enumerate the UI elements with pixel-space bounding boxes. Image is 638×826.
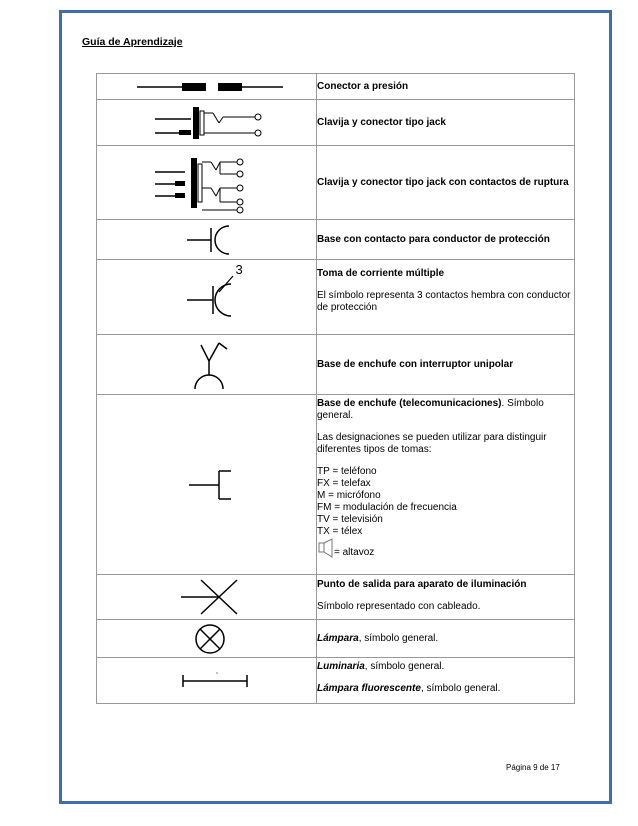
- code-list: [317, 466, 574, 538]
- multiple-socket-symbol: [107, 262, 307, 332]
- jack-break-contacts-symbol: [107, 148, 307, 218]
- document-header: Guía de Aprendizaje: [82, 36, 183, 48]
- page-number: Página 9 de 17: [506, 763, 560, 772]
- multiple-socket-graphic: [107, 262, 307, 332]
- row-title: Clavija y conector tipo jack con contactos de ruptura: [317, 176, 569, 188]
- description-cell: [317, 74, 575, 100]
- symbol-label: 3: [235, 262, 243, 277]
- row-title-line: [317, 661, 574, 673]
- row-title: Base de enchufe con interruptor unipolar: [317, 358, 514, 370]
- lighting-outlet-symbol: [107, 576, 307, 618]
- row-title: Luminaria: [317, 661, 365, 672]
- protective-earth-socket-symbol: [107, 222, 307, 258]
- jack-connector-symbol: [107, 101, 307, 145]
- symbol-cell: [97, 220, 317, 260]
- speaker-line: [317, 538, 574, 560]
- row-title: Toma de corriente múltiple: [317, 268, 445, 279]
- row-title-suffix: , símbolo general.: [364, 661, 445, 672]
- row-title: Base de enchufe (telecomunicaciones): [317, 398, 502, 409]
- symbol-cell: [97, 395, 317, 575]
- symbol-cell: [97, 620, 317, 658]
- row-title-line-2: [317, 683, 574, 695]
- row-title-line: [317, 398, 574, 422]
- table-row: [97, 260, 575, 335]
- description-cell: [317, 220, 575, 260]
- code-item: FM = modulación de frecuencia: [317, 502, 457, 513]
- row-text: Las designaciones se pueden utilizar para distinguir diferentes tipos de tomas:: [317, 432, 547, 455]
- description-cell: [317, 146, 575, 220]
- table-row: [97, 146, 575, 220]
- symbol-cell: [97, 335, 317, 395]
- row-title: Clavija y conector tipo jack: [317, 116, 446, 128]
- symbol-cell: [97, 146, 317, 220]
- fluorescent-lamp-symbol: [107, 666, 307, 696]
- table-row: [97, 620, 575, 658]
- description-cell: [317, 620, 575, 658]
- code-item: TX = télex: [317, 526, 363, 537]
- table-row: [97, 220, 575, 260]
- row-title: Lámpara: [317, 632, 359, 644]
- symbol-cell: [97, 575, 317, 620]
- row-text: El símbolo representa 3 contactos hembra con conductor de protección: [317, 290, 571, 313]
- table-row: [97, 100, 575, 146]
- row-title: Base con contacto para conductor de protección: [317, 233, 550, 245]
- symbol-cell: [97, 260, 317, 335]
- description-cell: [317, 100, 575, 146]
- row-text: Símbolo representado con cableado.: [317, 601, 481, 612]
- row-title: Punto de salida para aparato de iluminación: [317, 579, 527, 590]
- description-cell: [317, 395, 575, 575]
- symbol-cell: [97, 74, 317, 100]
- table-row: [97, 74, 575, 100]
- row-title-suffix: . Símbolo general.: [317, 398, 544, 421]
- speaker-label: = altavoz: [334, 547, 375, 558]
- symbols-table: [96, 73, 575, 704]
- description-cell: [317, 260, 575, 335]
- table-row: [97, 575, 575, 620]
- press-connector-symbol: [107, 77, 307, 97]
- symbol-cell: [97, 658, 317, 704]
- code-item: M = micrófono: [317, 490, 381, 501]
- code-item: TP = teléfono: [317, 466, 377, 477]
- row-title-2-suffix: , símbolo general.: [420, 683, 501, 694]
- telecom-socket-symbol: [107, 465, 307, 505]
- table-row: [97, 335, 575, 395]
- description-cell: [317, 658, 575, 704]
- code-item: FX = telefax: [317, 478, 371, 489]
- description-cell: [317, 335, 575, 395]
- row-title: Conector a presión: [317, 80, 409, 92]
- code-item: TV = televisión: [317, 514, 383, 525]
- row-title-2: Lámpara fluorescente: [317, 683, 421, 694]
- row-title-suffix: , símbolo general.: [358, 632, 439, 644]
- table-row: [97, 658, 575, 704]
- description-cell: [317, 575, 575, 620]
- symbol-cell: [97, 100, 317, 146]
- socket-with-switch-symbol: [107, 337, 307, 393]
- table-row: [97, 395, 575, 575]
- lamp-symbol: [107, 621, 307, 657]
